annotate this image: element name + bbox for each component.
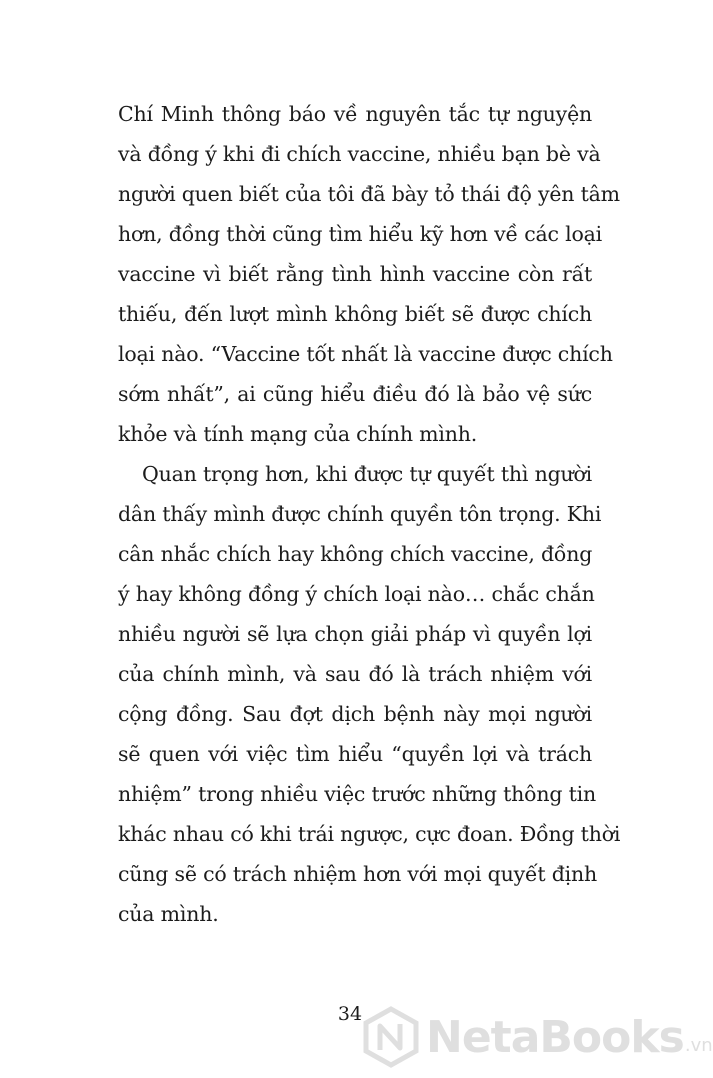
text-line: hơn, đồng thời cũng tìm hiểu kỹ hơn về các loại — [118, 222, 602, 246]
text-line: cân nhắc chích hay không chích vaccine, đồng — [118, 542, 593, 566]
text-line: Quan trọng hơn, khi được tự quyết thì người — [142, 462, 592, 486]
text-line: và đồng ý khi đi chích vaccine, nhiều bạn bè và — [118, 142, 601, 166]
text-line: sớm nhất”, ai cũng hiểu điều đó là bảo vệ sức — [118, 382, 592, 406]
page-number: 34 — [337, 1003, 363, 1025]
text-line: loại nào. “Vaccine tốt nhất là vaccine được chích — [118, 342, 613, 366]
watermark — [362, 1002, 713, 1072]
netabooks-logo-icon — [362, 1006, 420, 1068]
text-line: Chí Minh thông báo về nguyên tắc tự nguyện — [118, 102, 592, 126]
text-line: khác nhau có khi trái ngược, cực đoan. Đồng thời — [118, 822, 621, 846]
text-line: nhiệm” trong nhiều việc trước những thông tin — [118, 782, 596, 806]
text-line: ý hay không đồng ý chích loại nào… chắc chắn — [118, 582, 595, 606]
text-line: của mình. — [118, 902, 219, 926]
text-line: dân thấy mình được chính quyền tôn trọng. Khi — [118, 502, 602, 526]
watermark-suffix: .vn — [684, 1034, 713, 1056]
text-line: thiếu, đến lượt mình không biết sẽ được chích — [118, 302, 592, 326]
watermark-brand: NetaBooks — [426, 1011, 684, 1063]
text-line: người quen biết của tôi đã bày tỏ thái độ yên tâm — [118, 182, 620, 206]
text-line: nhiều người sẽ lựa chọn giải pháp vì quyền lợi — [118, 622, 592, 646]
text-line: vaccine vì biết rằng tình hình vaccine còn rất — [118, 262, 592, 286]
text-line: cộng đồng. Sau đợt dịch bệnh này mọi người — [118, 702, 592, 726]
text-line: cũng sẽ có trách nhiệm hơn với mọi quyết định — [118, 862, 598, 886]
book-page-text — [118, 94, 621, 934]
paragraph-2 — [118, 454, 621, 934]
paragraph-1 — [118, 94, 620, 454]
text-line: sẽ quen với việc tìm hiểu “quyền lợi và trách — [118, 742, 592, 766]
text-line: của chính mình, và sau đó là trách nhiệm với — [118, 662, 592, 686]
text-line: khỏe và tính mạng của chính mình. — [118, 422, 478, 446]
